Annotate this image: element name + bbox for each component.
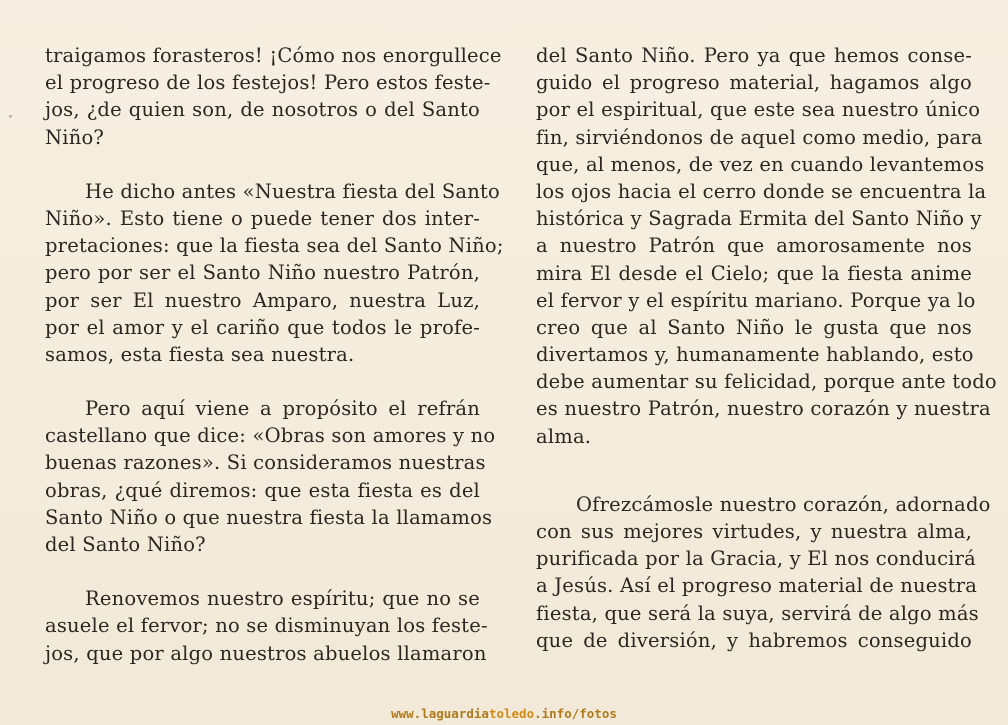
text-line: que, al menos, de vez en cuando levantemos (536, 152, 985, 176)
text-line: por ser El nuestro Amparo, nuestra Luz, (45, 288, 480, 312)
text-line: debe aumentar su felicidad, porque ante todo (536, 370, 997, 394)
paragraph-gap (536, 450, 972, 491)
text-line: por el espiritual, que este sea nuestro único (536, 98, 981, 122)
text-line: por el amor y el cariño que todos le profe- (45, 315, 480, 339)
text-line: Ofrezcámosle nuestro corazón, adornado (576, 492, 991, 516)
text-line: a nuestro Patrón que amorosamente nos (536, 234, 972, 258)
text-line: buenas razones». Si consideramos nuestras (45, 451, 486, 475)
text-line: fin, sirviéndonos de aquel como medio, para (536, 125, 983, 149)
ink-mark-icon: ˅ (8, 115, 13, 126)
text-line: divertamos y, humanamente hablando, esto (536, 343, 974, 367)
text-line: creo que al Santo Niño le gusta que nos (536, 315, 972, 339)
text-line: jos, ¿de quien son, de nosotros o del Santo (45, 98, 480, 122)
text-line: a Jesús. Así el progreso material de nuestra (536, 574, 978, 598)
paragraph (536, 491, 991, 654)
text-line: pero por ser el Santo Niño nuestro Patrón, (45, 261, 480, 285)
text-line: es nuestro Patrón, nuestro corazón y nuestra (536, 397, 991, 421)
text-line: obras, ¿qué diremos: que esta fiesta es del (45, 478, 480, 502)
text-line: mira El desde el Cielo; que la fiesta anime (536, 261, 972, 285)
text-line: pretaciones: que la fiesta sea del Santo Niño; (45, 234, 504, 258)
text-line: Pero aquí viene a propósito el refrán (85, 397, 480, 421)
watermark-mid: toledo (488, 706, 535, 721)
text-line: Santo Niño o que nuestra fiesta la llamamos (45, 505, 493, 529)
paragraph (45, 395, 496, 558)
text-line: el progreso de los festejos! Pero estos feste- (45, 71, 491, 95)
paragraph-gap (45, 368, 480, 395)
text-line: los ojos hacia el cerro donde se encuentra la (536, 179, 987, 203)
text-line: castellano que dice: «Obras son amores y no (45, 424, 496, 448)
text-line: jos, que por algo nuestros abuelos llamaron (45, 641, 487, 665)
text-line: He dicho antes «Nuestra fiesta del Santo (85, 179, 500, 203)
watermark-prefix: www.laguardia (391, 706, 489, 721)
text-line: Niño». Esto tiene o puede tener dos inter- (45, 206, 480, 230)
text-line: del Santo Niño? (45, 533, 206, 556)
text-line: Renovemos nuestro espíritu; que no se (85, 587, 480, 611)
text-line: asuele el fervor; no se disminuyan los feste- (45, 614, 488, 638)
text-line: con sus mejores virtudes, y nuestra alma, (536, 520, 972, 543)
left-column (45, 42, 504, 667)
text-line: el fervor y el espíritu mariano. Porque ya lo (536, 288, 976, 312)
text-line: samos, esta fiesta sea nuestra. (45, 342, 355, 366)
text-line: histórica y Sagrada Ermita del Santo Niño y (536, 207, 982, 231)
paragraph-gap (45, 558, 480, 585)
text-line: del Santo Niño. Pero ya que hemos conse- (536, 44, 972, 67)
text-line: que de diversión, y habremos conseguido (536, 628, 972, 652)
watermark (0, 706, 1008, 721)
paragraph (45, 585, 488, 667)
text-line: fiesta, que será la suya, servirá de algo más (536, 601, 979, 625)
text-line: traigamos forasteros! ¡Cómo nos enorgullece (45, 44, 502, 67)
right-column (536, 42, 997, 654)
paragraph (536, 42, 997, 450)
paragraph (45, 42, 502, 151)
text-line: alma. (536, 424, 592, 448)
text-line: purificada por la Gracia, y El nos conducirá (536, 547, 976, 571)
text-line: Niño? (45, 125, 105, 149)
paragraph-gap (45, 151, 480, 178)
text-line: guido el progreso material, hagamos algo (536, 71, 972, 95)
paragraph (45, 178, 504, 368)
watermark-suffix: .info/fotos (534, 706, 617, 721)
